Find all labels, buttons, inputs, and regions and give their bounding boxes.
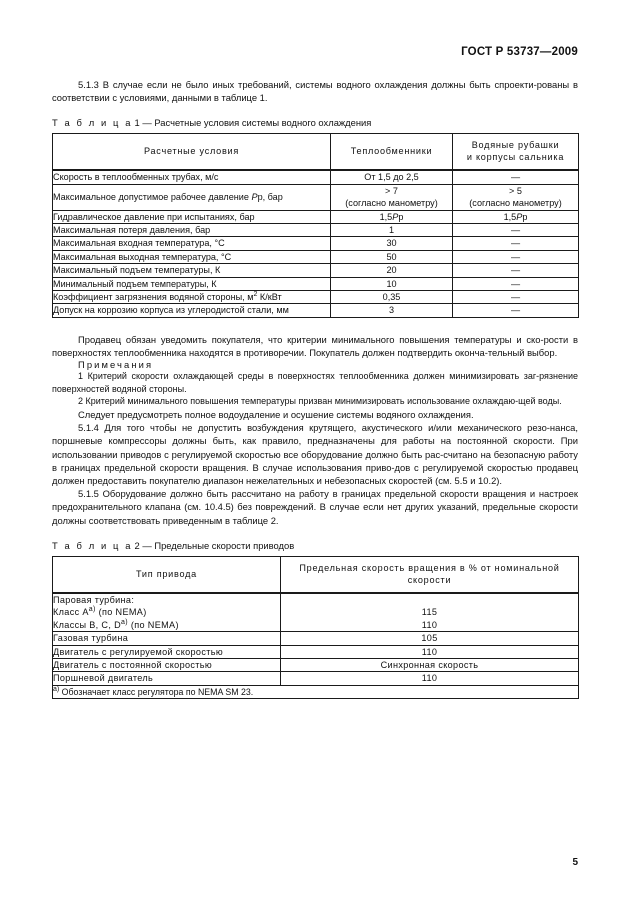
table1-row0-label: Скорость в теплообменных трубах, м/с [53,170,331,184]
table2-caption-dash: — [142,539,152,551]
table1-row9-label: Допуск на коррозию корпуса из углеродистой стали, мм [53,304,331,317]
table2-row2-value: 110 [281,645,579,658]
table1-row1-value-jacket-line1: > 5 [509,185,522,196]
table1-row6-label: Максимальный подъем температуры, К [53,264,331,277]
table1-row2-value-heat [331,210,453,223]
table-row [53,658,579,671]
table1-row3-label: Максимальная потеря давления, бар [53,224,331,237]
table-row [53,632,579,645]
note-1: 1 Критерий скорости охлаждающей среды в поверхностях теплообменника должен минимизировать заг-рязнение поверхностей водяной стороны. [52,371,578,394]
table-row [53,291,579,304]
page-content [52,78,578,699]
table1-row3-value-heat: 1 [331,224,453,237]
table1-row7-value-heat: 10 [331,277,453,290]
table2-row4-label: Поршневой двигатель [53,672,281,685]
paragraph-after-notes: Следует предусмотреть полное водоудаление и осушение системы водяного охлаждения. [78,409,474,421]
table1-header-row [53,134,579,171]
spacer [52,318,578,333]
table1-row2-value-jacket-italic: P [516,211,523,222]
table1-caption [52,116,578,129]
table2-header-drive-type: Тип привода [53,556,281,593]
table1-row5-value-heat: 50 [331,250,453,263]
table1-row8-label-sup: 2 [253,291,258,299]
table2-row0-value-line3: 110 [421,619,438,630]
table2-row0-label-line3-prefix: Классы B, C, D [53,619,122,630]
clause-5-1-3: 5.1.3 В случае если не было иных требований, системы водного охлаждения должны быть спроекти-рованы в соответствии с условиями, данными в таблице 1. [52,79,578,104]
table1-caption-dash: — [142,117,152,129]
table1-row1-value-jacket [453,184,579,210]
table1-row1-label [53,184,331,210]
table1-row4-value-heat: 30 [331,237,453,250]
table1-row2-value-jacket [453,210,579,223]
table1-row2-value-jacket-prefix: 1,5 [503,211,517,222]
table-row [53,645,579,658]
table1-row2-value-heat-suffix: р [398,211,404,222]
table1-row9-value-heat: 3 [331,304,453,317]
table2-caption-title: Предельные скорости приводов [154,539,295,551]
page-header-standard-number: ГОСТ Р 53737—2009 [461,46,578,58]
table2-row3-value: Синхронная скорость [281,658,579,671]
table2-row3-label: Двигатель с постоянной скоростью [53,658,281,671]
table1-caption-number: 1 [134,117,140,129]
table1-row1-value-heat-line1: > 7 [385,185,398,196]
table-row [53,184,579,210]
table1-row5-value-jacket: — [453,250,579,263]
table2-row2-label: Двигатель с регулируемой скоростью [53,645,281,658]
page-number: 5 [572,857,578,868]
table1-row0-value-jacket: — [453,170,579,184]
table1-caption-word: Т а б л и ц а [52,117,133,129]
table2-header-row [53,556,579,593]
table1-row6-value-jacket: — [453,264,579,277]
table2-caption-word: Т а б л и ц а [52,539,133,551]
table-row [53,224,579,237]
table1-row9-value-jacket: — [453,304,579,317]
table1-header-water-jackets-line1: Водяные рубашки [471,140,560,151]
table1-row4-label-prefix: Максимальная входная температура, [53,238,215,249]
table1-row5-label-prefix: Максимальная выходная температура, [53,251,221,262]
table2-row0-label-line1: Паровая турбина: [53,594,135,605]
table1-row2-value-heat-italic: P [392,211,399,222]
table1-header-water-jackets-line2: и корпусы сальника [466,152,565,163]
table1-row0-value-heat: От 1,5 до 2,5 [331,170,453,184]
table1-header-conditions: Расчетные условия [53,134,331,171]
table2-row0-label-line2-sup: а) [88,606,96,614]
clause-5-1-4: 5.1.4 Для того чтобы не допустить возбуждения крутящего, акустического и/или механического резо-нанса, поршневые компрессоры должны быть, как правило, предназначены для работы на постоянной скорости. При использовании приводов с регулируемой скоростью все оборудование должно быть рас-считано на безопасную работу в границах предельной скорости вращения. В случае использования приво-дов с регулируемой скоростью продавец должен предоставить покупателю диапазон нежелательных и небезопасных скоростей (см. 5.5 и 10.2). [52,422,578,487]
table1-row2-value-heat-prefix: 1,5 [379,211,393,222]
table-row [53,250,579,263]
table1-header-heat-exchangers: Теплообменники [331,134,453,171]
table2-row0-value-line2: 115 [421,607,438,618]
table2-footnote-row [53,685,579,698]
table1-row1-value-heat [331,184,453,210]
clause-5-1-5: 5.1.5 Оборудование должно быть рассчитано на работу в границах предельной скорости вращения и настроек предохранительного клапана (см. 10.4.5) без повреждений. В случае если нет других указаний, предельные скорости должны соответствовать приведенным в таблице 2. [52,488,578,526]
table2-row4-value: 110 [281,672,579,685]
table-row [53,170,579,184]
table1-header-water-jackets [453,134,579,171]
paragraph-after-table1: Продавец обязан уведомить покупателя, что критерии минимального повышения температуры и ско-рости в поверхностях теплообменника находятся в противоречии. Покупатель должен подтвердить оконча-тельный выбор. [52,333,578,359]
table-row [53,304,579,317]
table2-row0-label [53,593,281,632]
table2-row1-label: Газовая турбина [53,632,281,645]
table1-row4-value-jacket: — [453,237,579,250]
table-row [53,593,579,632]
table2-caption [52,539,578,552]
table1-row1-label-italic: P [251,192,258,203]
table1-row8-value-jacket: — [453,291,579,304]
table1-row8-label-prefix: Коэффициент загрязнения водяной стороны, м [53,292,254,303]
table2-row0-value-line1 [281,594,578,606]
table1-row4-label [53,237,331,250]
table2-footnote-text: Обозначает класс регулятора по NEMA SM 23. [59,686,254,697]
table1-row1-label-suffix: р, бар [257,192,283,203]
table-row [53,672,579,685]
table2-row0-label-line2-suffix: (по NEMA) [95,607,147,618]
table1-row8-label-suffix: К/кВт [257,292,282,303]
table1-row4-label-deg: °C [214,238,225,249]
table2-footnote [53,685,579,698]
table1-row1-value-jacket-line2: (согласно манометру) [469,198,562,209]
table1-row5-label [53,250,331,263]
table1-row3-value-jacket: — [453,224,579,237]
table2-row0-label-line3 [53,619,280,631]
table-drive-limit-speeds [52,556,579,699]
table1-row6-value-heat: 20 [331,264,453,277]
spacer [52,104,578,116]
table2-row0-label-line2-prefix: Класс А [53,607,89,618]
table2-row0-label-line3-sup: а) [121,618,128,626]
table2-footnote-sup: а) [53,685,60,693]
table1-row8-value-heat: 0,35 [331,291,453,304]
table1-row7-value-jacket: — [453,277,579,290]
table1-row5-label-deg: °C [220,251,232,262]
table2-row0-value [281,593,579,632]
table1-row8-label [53,291,331,304]
table1-row1-value-heat-line2: (согласно манометру) [345,198,438,209]
table-row [53,277,579,290]
table1-row7-label: Минимальный подъем температуры, К [53,277,331,290]
table1-caption-title: Расчетные условия системы водного охлаждения [154,117,372,129]
table-row [53,264,579,277]
table2-row1-value: 105 [281,632,579,645]
table2-row0-label-line2 [53,606,280,618]
table2-row0-label-line3-suffix: (по NEMA) [127,619,179,630]
table1-row2-value-jacket-suffix: р [522,211,528,222]
table-design-conditions [52,133,579,317]
table2-header-limit-speed: Предельная скорость вращения в % от номинальной скорости [281,556,579,593]
table2-caption-number: 2 [134,539,140,551]
note-2: 2 Критерий минимального повышения температуры призван минимизировать использование охлаждаю-щей воды. [78,396,562,407]
table1-row2-label: Гидравлическое давление при испытаниях, бар [53,210,331,223]
table1-row1-label-prefix: Максимальное допустимое рабочее давление [53,192,252,203]
notes-heading: Примечания [78,359,154,371]
table-row [53,210,579,223]
table-row [53,237,579,250]
spacer [52,527,578,539]
